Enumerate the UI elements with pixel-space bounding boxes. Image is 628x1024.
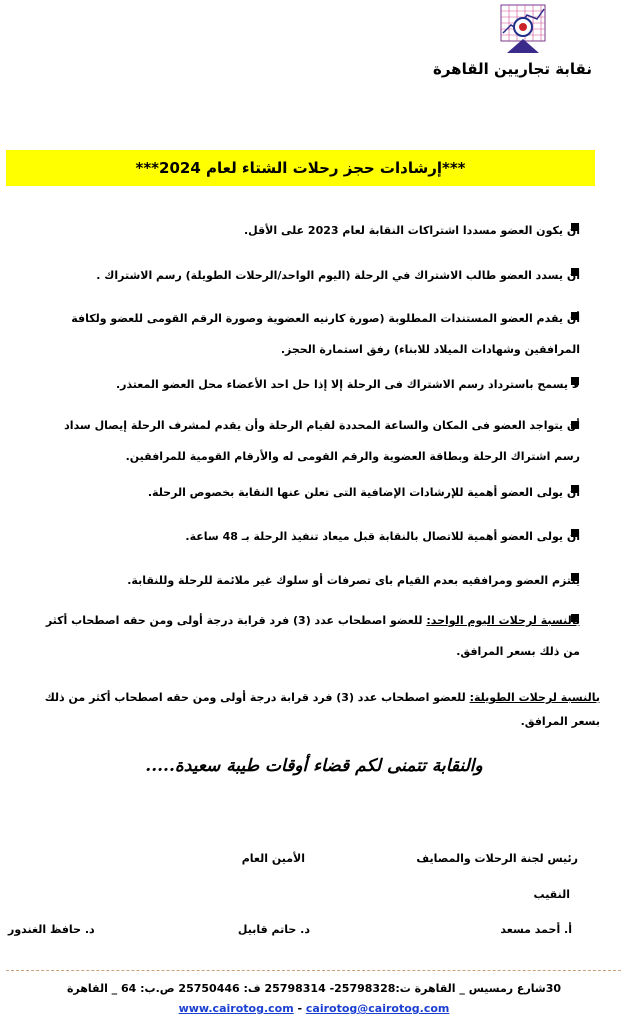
long-trips-label: بالنسبة لرحلات الطويلة: [469,691,600,704]
rule-item: أن يولى العضو أهمية للاتصال بالنقابة قبل ميعاد تنفيذ الرحلة بـ 48 ساعة. [185,530,580,543]
secretary-title: الأمين العام [241,852,305,865]
committee-name: أ. أحمد مسعد [500,923,572,936]
footer-divider [6,970,621,971]
rule-item: يلتزم العضو ومرافقيه بعدم القيام باى تصرفات أو سلوك غير ملائمة للرحلة وللنقابة. [127,574,580,587]
website-link[interactable]: www.cairotog.com [178,1002,294,1015]
rule-item: أن يتواجد العضو فى المكان والساعة المحددة لقيام الرحلة وأن يقدم لمشرف الرحلة إيصال سداد رسم اشتراك الرحلة وبطاقة العضوية والرقم القومى له والأرقام القومية للمرافقين. [64,419,580,463]
one-day-rule [45,605,580,667]
footer-separator: - [293,1002,306,1015]
long-trips-rule [25,686,600,734]
email-link[interactable]: cairotog@cairotog.com [305,1002,450,1015]
title-banner [6,150,595,186]
rule-item: أن يولى العضو أهمية للإرشادات الإضافية التى تعلن عنها النقابة بخصوص الرحلة. [147,486,580,499]
page-title: ***إرشادات حجز رحلات الشتاء لعام 2024*** [135,159,466,177]
one-day-label: بالنسبة لرحلات اليوم الواحد: [426,614,580,627]
long-trips-text: للعضو اصطحاب عدد (3) فرد قرابة درجة أولى ومن حقه اصطحاب أكثر من ذلك بسعر المرافق. [44,691,600,728]
rule-item: أن يكون العضو مسددا اشتراكات النقابة لعام 2023 على الأقل. [243,224,580,237]
head-name: د. حافظ الغندور [8,923,95,936]
head-title: النقيب [533,888,570,901]
footer-contacts [0,1002,628,1015]
rule-item: أن يسدد العضو طالب الاشتراك في الرحلة (اليوم الواحد/الرحلات الطويلة) رسم الاشتراك . [96,269,580,282]
rule-item: لا يسمح باسترداد رسم الاشتراك فى الرحلة إلا إذا حل احد الأعضاء محل العضو المعتذر. [115,378,580,391]
rule-item: أن يقدم العضو المستندات المطلوبة (صورة كارنيه العضوية وصورة الرقم القومى للعضو ولكافة المرافقين وشهادات الميلاد للابناء) رفق استمارة الحجز. [71,312,580,356]
secretary-name: د. حاتم قابيل [237,923,310,936]
closing-message: والنقابة تتمنى لكم قضاء أوقات طيبة سعيدة..... [145,756,483,776]
organization-name: نقابة تجاريين القاهرة [433,60,592,78]
committee-title: رئيس لجنة الرحلات والمصايف [416,852,578,865]
union-emblem-icon [497,3,549,55]
footer-address: 30شارع رمسيس _ القاهرة ت:25798328- 25798314 ف: 25750446 ص.ب: 64 _ القاهرة [66,982,562,995]
one-day-text: للعضو اصطحاب عدد (3) فرد قرابة درجة أولى ومن حقه اصطحاب أكثر من ذلك بسعر المرافق. [45,614,580,658]
